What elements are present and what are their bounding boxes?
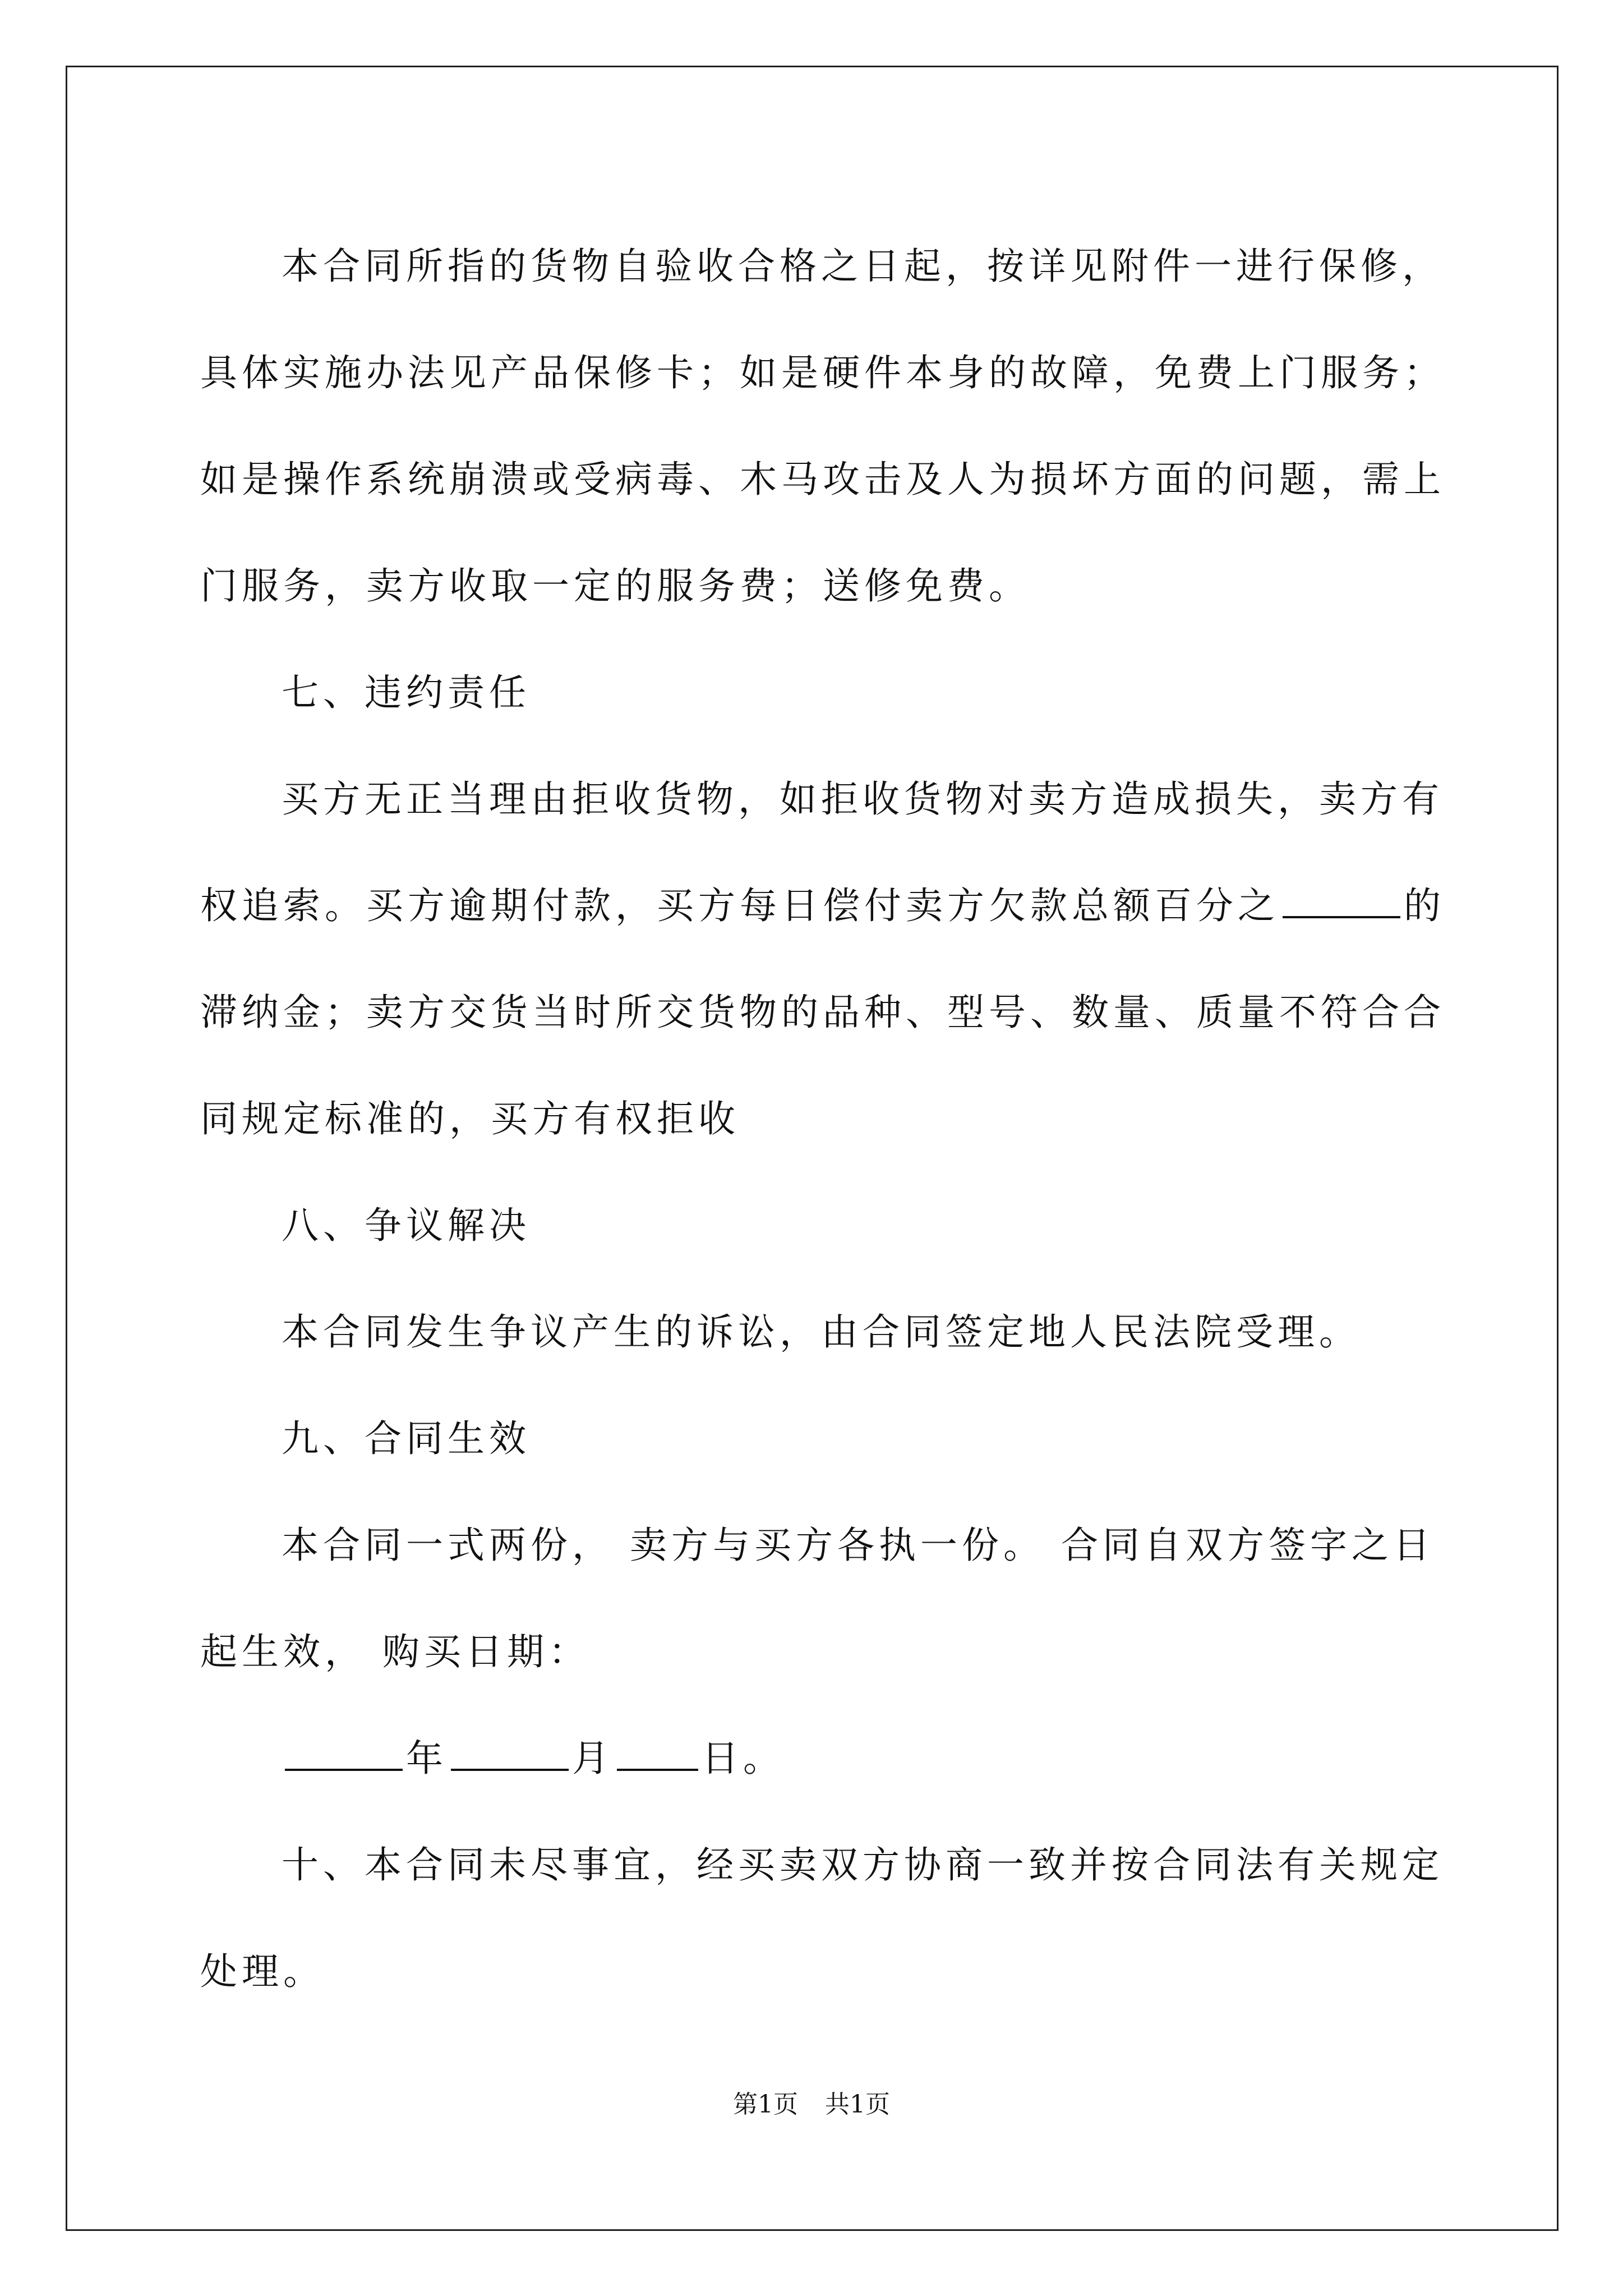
- paragraph-warranty-line-1: 本合同所指的货物自验收合格之日起，按详见附件一进行保修，: [282, 245, 1444, 288]
- breach-line-2-text: 权追索。买方逾期付款，买方每日偿付卖方欠款总额百分之: [200, 884, 1279, 927]
- paragraph-warranty-line-2: 具体实施办法见产品保修卡；如是硬件本身的故障，免费上门服务；: [200, 351, 1445, 394]
- section-heading-dispute: 八、争议解决: [282, 1204, 531, 1247]
- month-blank[interactable]: [451, 1732, 569, 1771]
- purchase-date-line: [200, 1705, 1434, 1812]
- paragraph-warranty-line-4: 门服务，卖方收取一定的服务费；送修免费。: [200, 564, 1030, 608]
- page-number: 第1页: [733, 2090, 798, 2119]
- paragraph-misc-line-2: 处理。: [200, 1950, 325, 1993]
- paragraph-breach-line-1: 买方无正当理由拒收货物，如拒收货物对卖方造成损失，卖方有: [282, 777, 1444, 821]
- late-fee-percent-blank[interactable]: [1283, 879, 1400, 918]
- year-blank[interactable]: [285, 1732, 403, 1771]
- paragraph-breach-line-3: 滞纳金；卖方交货当时所交货物的品种、型号、数量、质量不符合合: [200, 991, 1445, 1034]
- paragraph-warranty-line-3: 如是操作系统崩溃或受病毒、木马攻击及人为损坏方面的问题，需上: [200, 458, 1445, 501]
- month-label: 月: [572, 1737, 614, 1780]
- paragraph-breach-line-2: [200, 853, 1445, 959]
- paragraph-effect-line-1: 本合同一式两份， 卖方与买方各执一份。 合同自双方签字之日: [282, 1524, 1435, 1567]
- day-label: 日。: [702, 1737, 785, 1780]
- paragraph-dispute: 本合同发生争议产生的诉讼，由合同签定地人民法院受理。: [282, 1310, 1361, 1354]
- day-blank[interactable]: [617, 1732, 698, 1771]
- year-label: 年: [406, 1737, 448, 1780]
- page-total: 共1页: [825, 2090, 890, 2119]
- paragraph-misc-line-1: 十、本合同未尽事宜，经买卖双方协商一致并按合同法有关规定: [282, 1843, 1444, 1887]
- breach-line-2-suffix: 的: [1404, 884, 1445, 927]
- section-heading-breach: 七、违约责任: [282, 671, 531, 714]
- contract-body: [200, 213, 1445, 2025]
- section-heading-effect: 九、合同生效: [282, 1417, 531, 1460]
- paragraph-breach-line-4: 同规定标准的，买方有权拒收: [200, 1097, 740, 1140]
- page-footer: [0, 2084, 1623, 2120]
- paragraph-effect-line-2: 起生效， 购买日期：: [200, 1630, 590, 1673]
